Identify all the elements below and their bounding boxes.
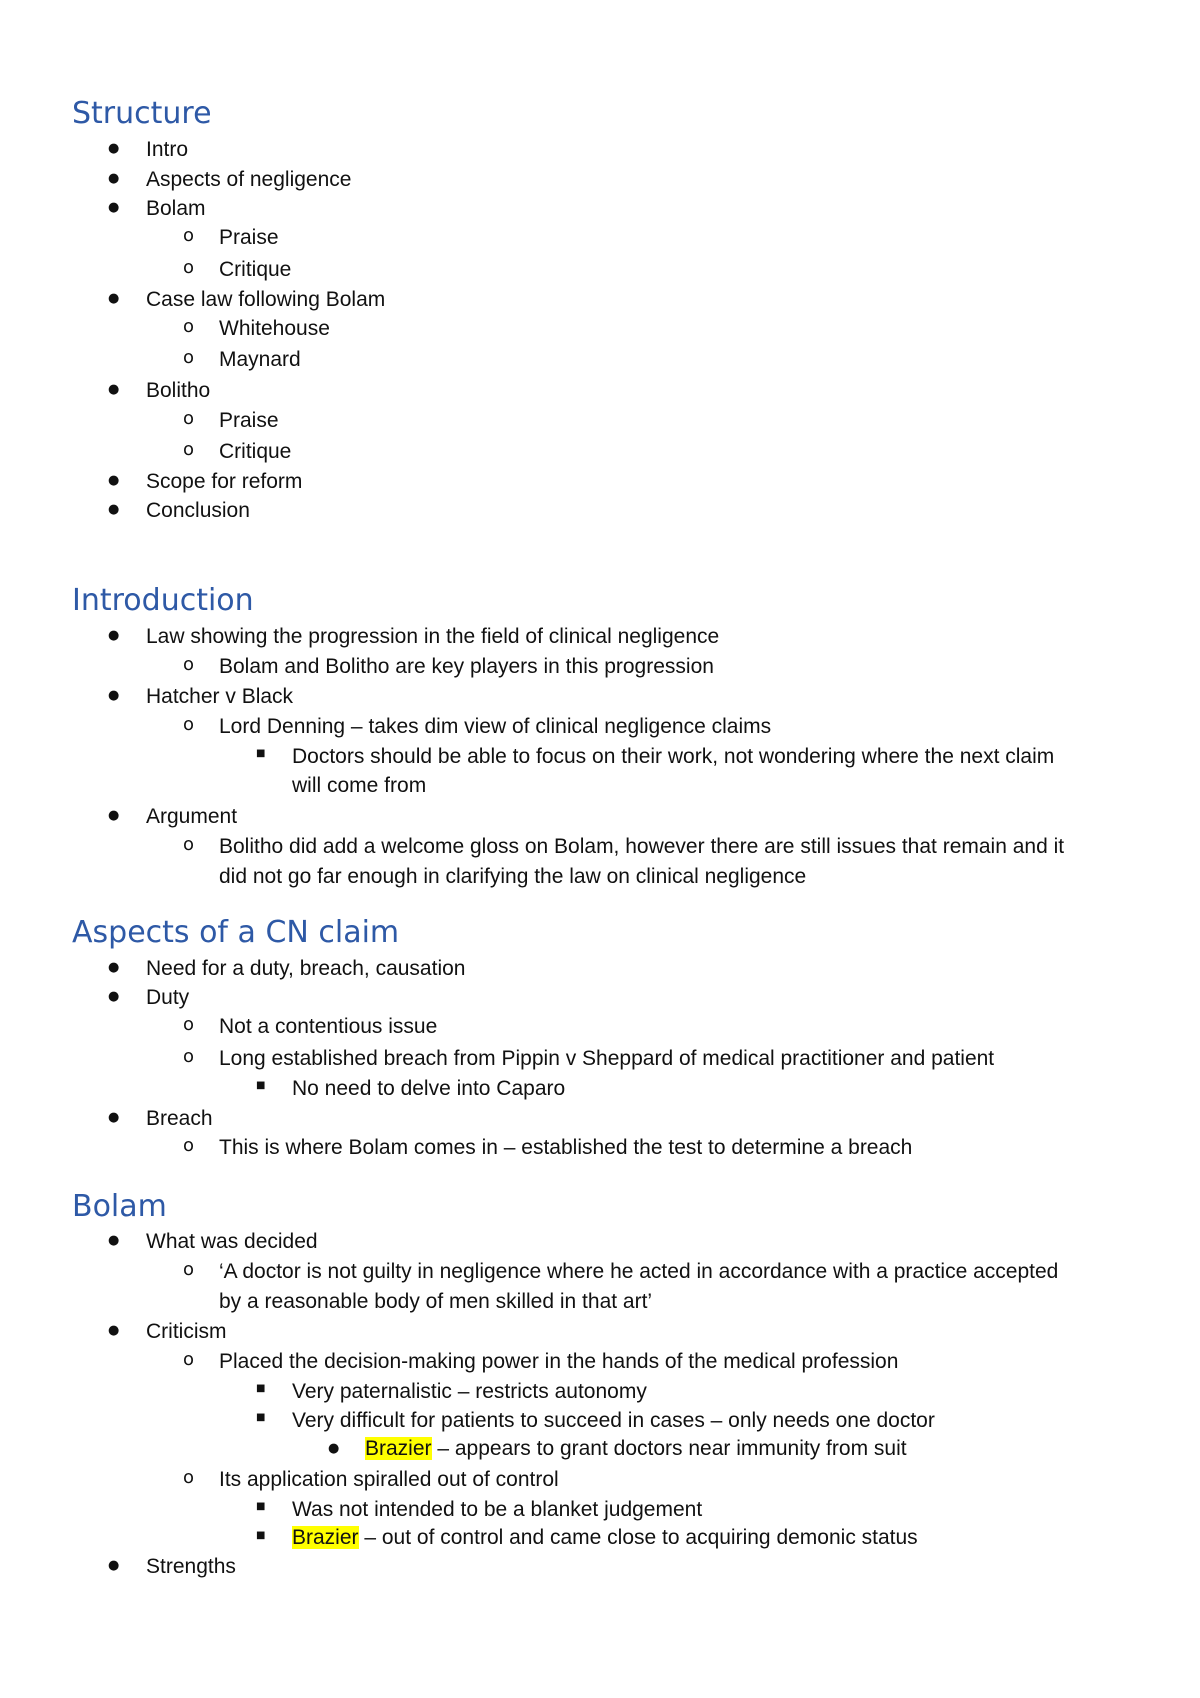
bullet-icon: ■ xyxy=(256,748,266,759)
bullet-icon: ● xyxy=(108,502,120,517)
bullet-icon: ● xyxy=(108,200,120,215)
bullet-icon: ● xyxy=(108,291,120,306)
list-item: Breach xyxy=(146,1107,213,1130)
bullet-icon: ● xyxy=(328,1441,340,1456)
bullet-icon: o xyxy=(183,654,195,675)
list-item: Bolitho xyxy=(146,379,211,402)
list-item: Bolam xyxy=(146,197,206,220)
bullet-icon: ● xyxy=(108,628,120,643)
list-item: Praise xyxy=(219,226,279,249)
list-item: Long established breach from Pippin v Sheppard of medical practitioner and patient xyxy=(219,1047,995,1070)
bullet-icon: o xyxy=(183,1046,195,1067)
bullet-icon: o xyxy=(183,1467,195,1488)
bullet-icon: ● xyxy=(108,1233,120,1248)
bullet-icon: ● xyxy=(108,1323,120,1338)
list-item: Bolitho did add a welcome gloss on Bolam, however there are still issues that remain and it xyxy=(219,835,1065,858)
bullet-icon: o xyxy=(183,834,195,855)
list-item: Argument xyxy=(146,805,238,828)
bullet-icon: ● xyxy=(108,688,120,703)
bullet-icon: o xyxy=(183,439,195,460)
list-item: Intro xyxy=(146,138,189,161)
list-item: Maynard xyxy=(219,348,301,371)
list-item: Duty xyxy=(146,986,190,1009)
bullet-icon: ■ xyxy=(256,1530,266,1541)
list-item-continuation: did not go far enough in clarifying the law on clinical negligence xyxy=(219,865,807,888)
list-item: Lord Denning – takes dim view of clinical negligence claims xyxy=(219,715,772,738)
list-item: Law showing the progression in the field of clinical negligence xyxy=(146,625,720,648)
list-item: This is where Bolam comes in – established the test to determine a breach xyxy=(219,1136,913,1159)
list-item xyxy=(292,1527,918,1548)
list-item: Bolam and Bolitho are key players in this progression xyxy=(219,655,714,678)
bullet-icon: ● xyxy=(108,382,120,397)
bullet-icon: ● xyxy=(108,808,120,823)
heading-structure: Structure xyxy=(72,96,212,131)
list-item: Critique xyxy=(219,258,292,281)
list-item: Placed the decision-making power in the hands of the medical profession xyxy=(219,1350,899,1373)
bullet-icon: ● xyxy=(108,473,120,488)
highlighted-citation: Brazier xyxy=(292,1526,359,1549)
list-item: Conclusion xyxy=(146,499,250,522)
bullet-icon: o xyxy=(183,1259,195,1280)
bullet-icon: o xyxy=(183,408,195,429)
bullet-icon: o xyxy=(183,347,195,368)
bullet-icon: o xyxy=(183,257,195,278)
bullet-icon: ■ xyxy=(256,1383,266,1394)
list-item: Need for a duty, breach, causation xyxy=(146,957,466,980)
bullet-icon: ● xyxy=(108,989,120,1004)
bullet-icon: o xyxy=(183,1349,195,1370)
bullet-icon: ● xyxy=(108,1558,120,1573)
list-item: Not a contentious issue xyxy=(219,1015,438,1038)
list-item: Aspects of negligence xyxy=(146,168,352,191)
heading-introduction: Introduction xyxy=(72,583,254,618)
citation-text: – appears to grant doctors near immunity from suit xyxy=(431,1437,907,1460)
list-item xyxy=(365,1438,907,1459)
bullet-icon: o xyxy=(183,1014,195,1035)
list-item: What was decided xyxy=(146,1230,318,1253)
citation-text: – out of control and came close to acquiring demonic status xyxy=(358,1526,918,1549)
list-item: Case law following Bolam xyxy=(146,288,386,311)
bullet-icon: ■ xyxy=(256,1080,266,1091)
list-item-continuation: will come from xyxy=(292,774,427,797)
bullet-icon: ● xyxy=(108,141,120,156)
list-item: No need to delve into Caparo xyxy=(292,1077,566,1100)
list-item: Hatcher v Black xyxy=(146,685,294,708)
list-item: Strengths xyxy=(146,1555,236,1578)
bullet-icon: o xyxy=(183,316,195,337)
list-item: Praise xyxy=(219,409,279,432)
list-item: Very paternalistic – restricts autonomy xyxy=(292,1380,647,1403)
bullet-icon: o xyxy=(183,714,195,735)
heading-bolam: Bolam xyxy=(72,1189,167,1224)
bullet-icon: ● xyxy=(108,1110,120,1125)
list-item: Very difficult for patients to succeed in cases – only needs one doctor xyxy=(292,1409,935,1432)
bullet-icon: ■ xyxy=(256,1412,266,1423)
list-item: Scope for reform xyxy=(146,470,303,493)
list-item: ‘A doctor is not guilty in negligence where he acted in accordance with a practice accepted xyxy=(219,1260,1059,1283)
highlighted-citation: Brazier xyxy=(365,1437,432,1460)
heading-aspects: Aspects of a CN claim xyxy=(72,915,400,950)
list-item-continuation: by a reasonable body of men skilled in that art’ xyxy=(219,1290,653,1313)
list-item: Whitehouse xyxy=(219,317,330,340)
bullet-icon: o xyxy=(183,1135,195,1156)
list-item: Was not intended to be a blanket judgement xyxy=(292,1498,703,1521)
list-item: Its application spiralled out of control xyxy=(219,1468,559,1491)
list-item: Critique xyxy=(219,440,292,463)
bullet-icon: ● xyxy=(108,171,120,186)
list-item: Criticism xyxy=(146,1320,227,1343)
bullet-icon: o xyxy=(183,225,195,246)
list-item: Doctors should be able to focus on their work, not wondering where the next claim xyxy=(292,745,1055,768)
bullet-icon: ■ xyxy=(256,1501,266,1512)
bullet-icon: ● xyxy=(108,960,120,975)
